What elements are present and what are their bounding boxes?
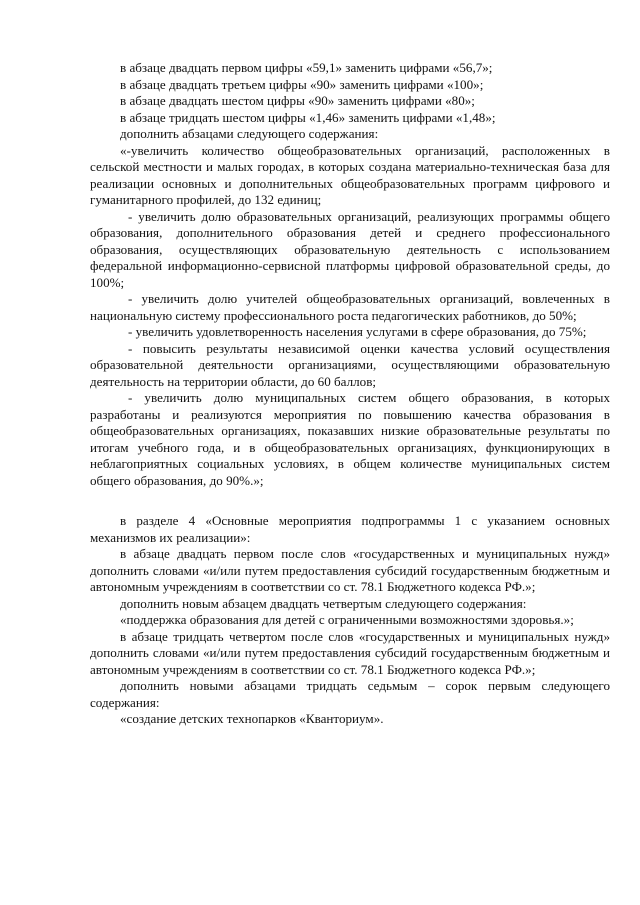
paragraph: в абзаце двадцать шестом цифры «90» заменить цифрами «80»; [120, 93, 475, 108]
paragraph: - увеличить долю муниципальных систем общего образования, в которых разработаны и реализуются мероприятия по повышению качества образования в общеобразовательных организациях, показавших низкие образовательные результаты по итогам учебного года, и в общеобразовательных организациях, функционирующих в неблагоприятных социальных условиях, в общем количестве муниципальных систем общего образования, до 90%.»; [90, 390, 610, 488]
paragraph: в абзаце тридцать шестом цифры «1,46» заменить цифрами «1,48»; [120, 109, 496, 125]
paragraph: - увеличить долю учителей общеобразовательных организаций, вовлеченных в национальную систему профессионального роста педагогических работников, до 50%; [90, 291, 610, 323]
paragraph: - повысить результаты независимой оценки качества условий осуществления образовательной деятельности организациями, осуществляющими образовательную деятельность на территории области, до 60 баллов; [90, 340, 610, 389]
paragraph: «поддержка образования для детей с ограниченными возможностями здоровья.»; [120, 612, 574, 627]
paragraph: - увеличить удовлетворенность населения услугами в сфере образования, до 75%; [128, 324, 587, 339]
paragraph: дополнить новыми абзацами тридцать седьмым – сорок первым следующего содержания: [90, 678, 610, 710]
document-body [90, 60, 610, 728]
paragraph-spacer [90, 489, 610, 513]
paragraph: в абзаце тридцать четвертом после слов «государственных и муниципальных нужд» дополнить словами «и/или путем предоставления субсидий государственным бюджетным и автономным учреждениям в соответствии со ст. 78.1 Бюджетного кодекса РФ.»; [90, 628, 610, 677]
paragraph: дополнить абзацами следующего содержания: [120, 126, 379, 141]
paragraph: в абзаце двадцать третьем цифры «90» заменить цифрами «100»; [120, 76, 484, 92]
paragraph: в абзаце двадцать первом цифры «59,1» заменить цифрами «56,7»; [120, 60, 493, 75]
paragraph: в абзаце двадцать первом после слов «государственных и муниципальных нужд» дополнить словами «и/или путем предоставления субсидий государственным бюджетным и автономным учреждениям в соответствии со ст. 78.1 Бюджетного кодекса РФ.»; [90, 546, 610, 594]
paragraph: «создание детских технопарков «Кванториум». [120, 711, 384, 726]
paragraph: «-увеличить количество общеобразовательных организаций, расположенных в сельской местности и малых городах, в которых создана материально-техническая база для реализации основных и дополнительных общеобразовательных программ цифрового и гуманитарного профилей, до 132 единиц; [90, 142, 610, 207]
paragraph: в разделе 4 «Основные мероприятия подпрограммы 1 с указанием основных механизмов их реализации»: [90, 513, 610, 545]
paragraph: - увеличить долю образовательных организаций, реализующих программы общего образования, дополнительного образования детей и среднего профессионального образования, осуществляющих образовательную деятельность с использованием федеральной информационно-сервисной платформы цифровой образовательной среды, до 100%; [90, 208, 610, 290]
paragraph: дополнить новым абзацем двадцать четвертым следующего содержания: [120, 595, 527, 611]
